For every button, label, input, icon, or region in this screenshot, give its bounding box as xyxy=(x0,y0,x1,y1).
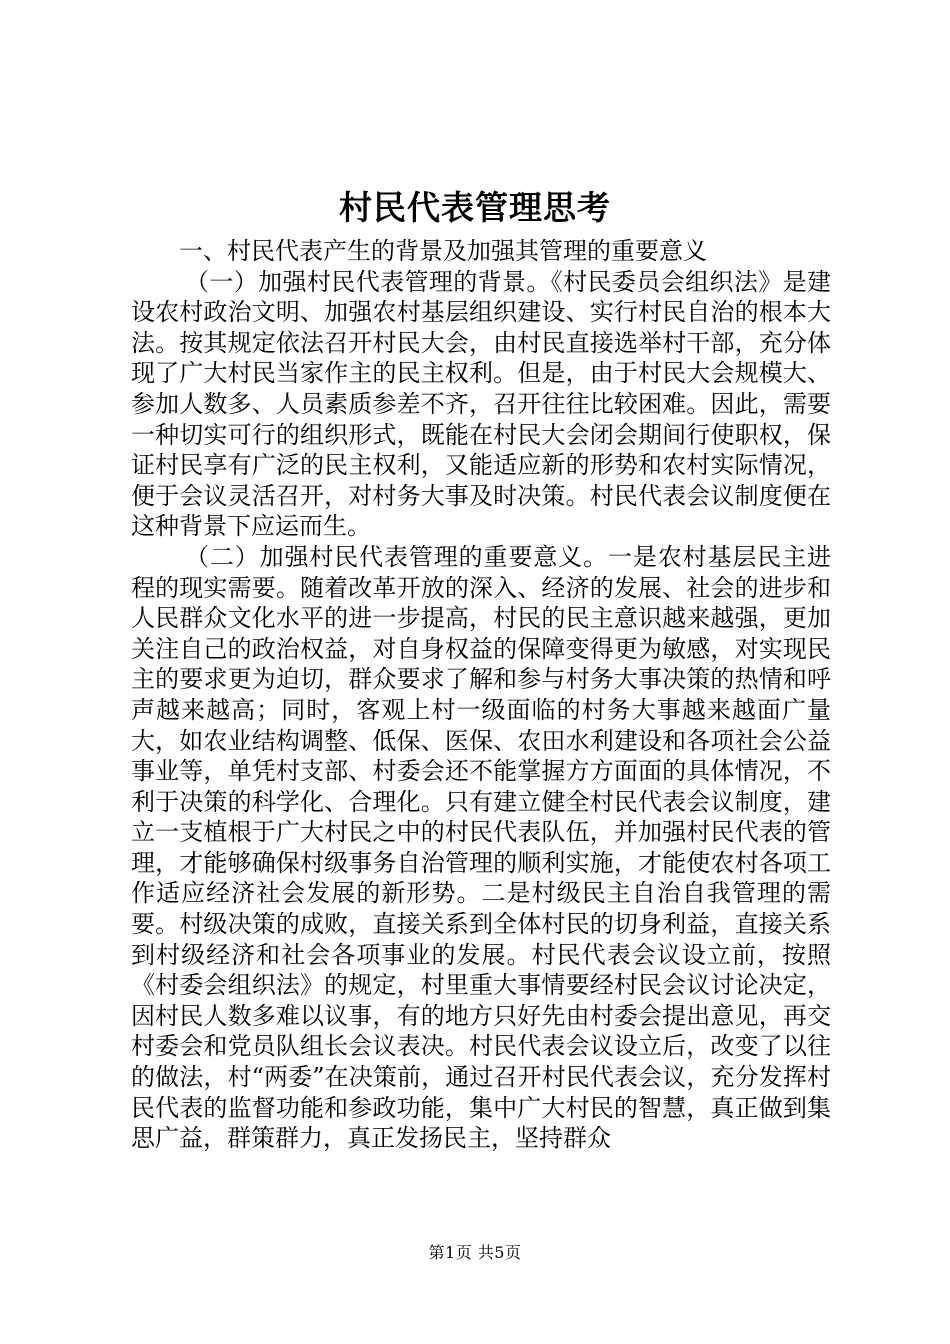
paragraph-significance: （二）加强村民代表管理的重要意义。一是农村基层民主进程的现实需要。随着改革开放的深入、经济的发展、社会的进步和人民群众文化水平的进一步提高，村民的民主意识越来越强，更加关注自己的政治权益，对自身权益的保障变得更为敏感，对实现民主的要求更为迫切，群众要求了解和参与村务大事决策的热情和呼声越来越高；同时，客观上村一级面临的村务大事越来越面广量大，如农业结构调整、低保、医保、农田水利建设和各项社会公益事业等，单凭村支部、村委会还不能掌握方方面面的具体情况，不利于决策的科学化、合理化。只有建立健全村民代表会议制度，建立一支植根于广大村民之中的村民代表队伍，并加强村民代表的管理，才能够确保村级事务自治管理的顺利实施，才能使农村各项工作适应经济社会发展的新形势。二是村级民主自治自我管理的需要。村级决策的成败，直接关系到全体村民的切身利益，直接关系到村级经济和社会各项事业的发展。村民代表会议设立前，按照《村委会组织法》的规定，村里重大事情要经村民会议讨论决定，因村民人数多难以议事，有的地方只好先由村委会提出意见，再交村委会和党员队组长会议表决。村民代表会议设立后，改变了以往的做法，村“两委”在决策前，通过召开村民代表会议，充分发挥村民代表的监督功能和参政功能，集中广大村民的智慧，真正做到集思广益，群策群力，真正发扬民主，坚持群众 xyxy=(131,542,831,1153)
document-title: 村民代表管理思考 xyxy=(339,188,611,227)
paragraph-background: （一）加强村民代表管理的背景。《村民委员会组织法》是建设农村政治文明、加强农村基层组织建设、实行村民自治的根本大法。按其规定依法召开村民大会，由村民直接选举村干部，充分体现了广大村民当家作主的民主权利。但是，由于村民大会规模大、参加人数多、人员素质参差不齐，召开往往比较困难。因此，需要一种切实可行的组织形式，既能在村民大会闭会期间行使职权，保证村民享有广泛的民主权利，又能适应新的形势和农村实际情况，便于会议灵活召开，对村务大事及时决策。村民代表会议制度便在这种背景下应运而生。 xyxy=(131,267,831,541)
section-heading: 一、村民代表产生的背景及加强其管理的重要意义 xyxy=(179,237,707,265)
page-footer: 第1页 共5页 xyxy=(428,1243,522,1262)
document-body xyxy=(131,236,831,1154)
